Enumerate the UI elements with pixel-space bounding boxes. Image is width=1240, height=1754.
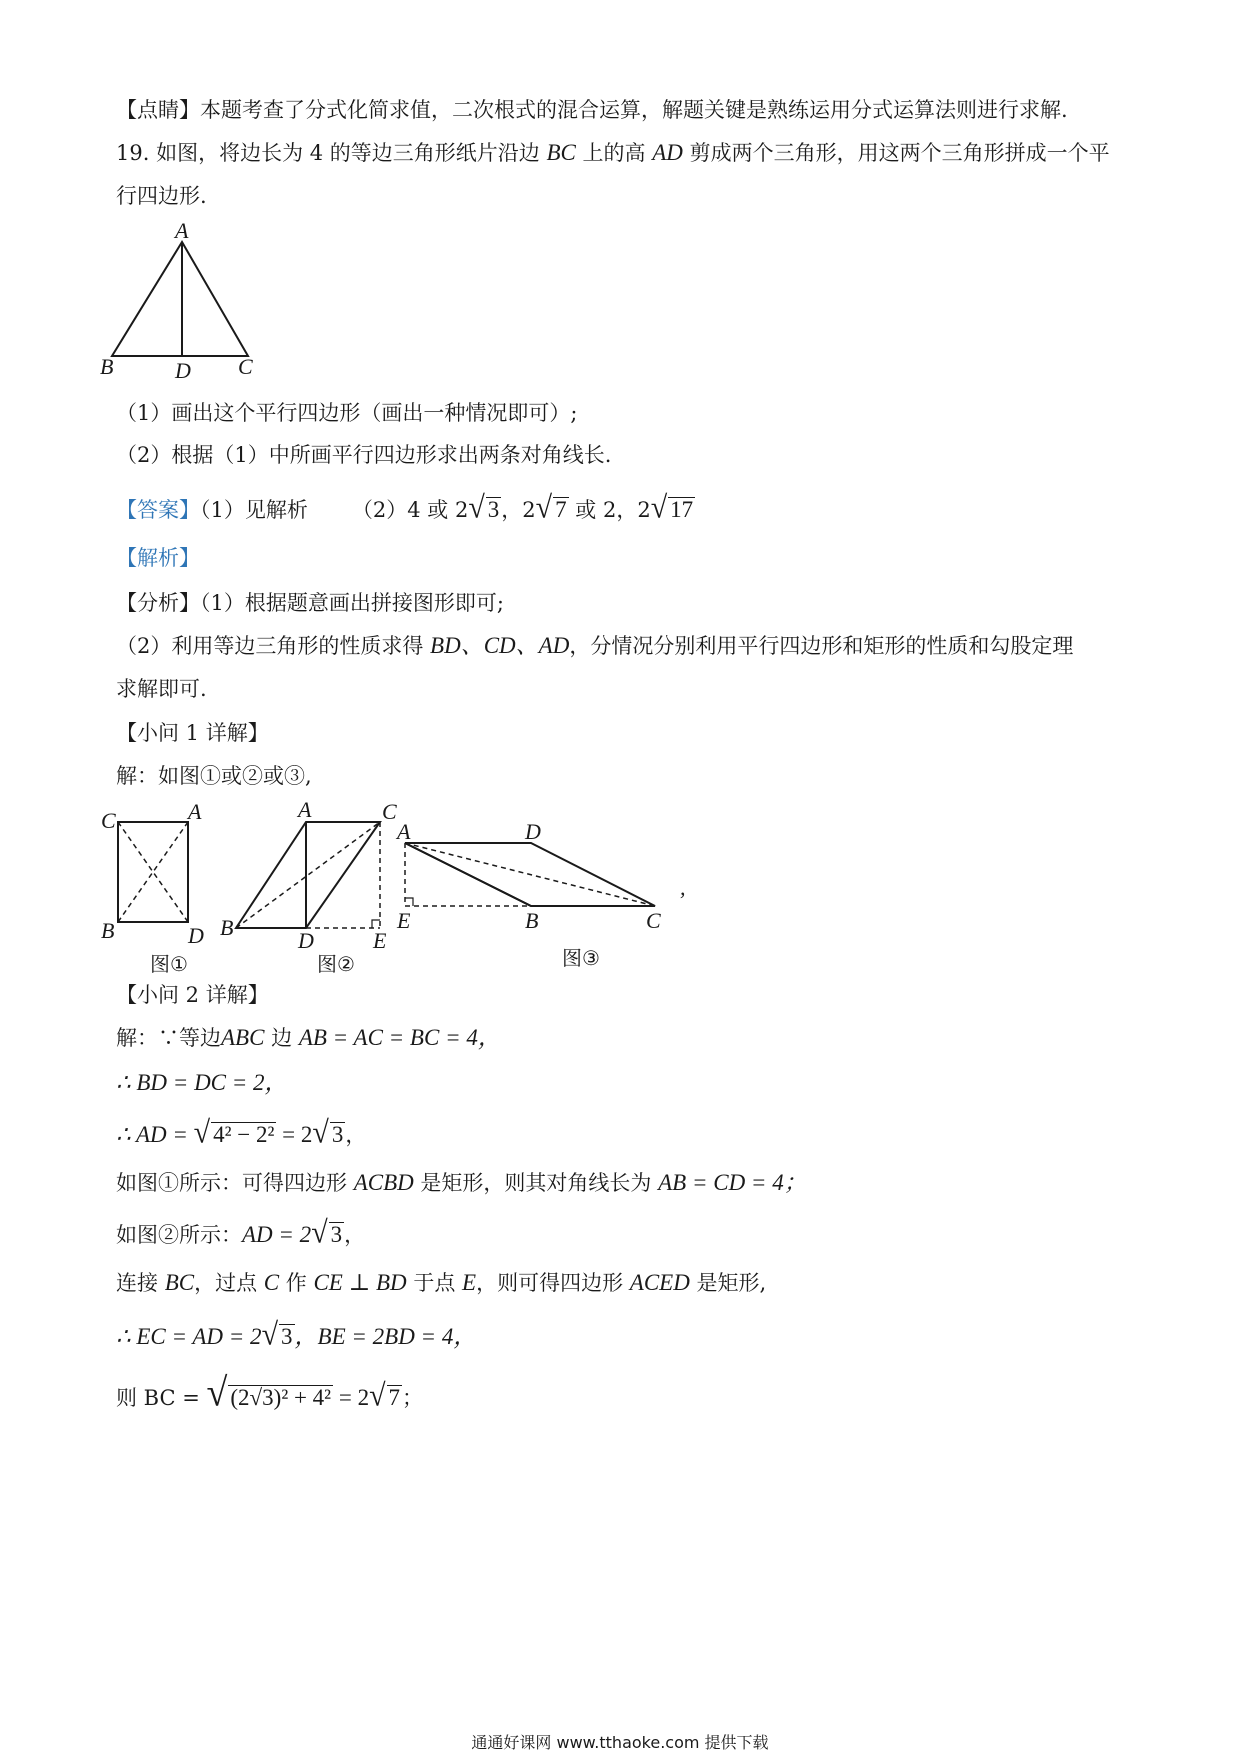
text: 如图②所示： — [116, 1223, 242, 1247]
math-bc: BC — [164, 1270, 195, 1295]
radical-4-2: 4² − 2² — [213, 1122, 275, 1147]
step-fig1 — [116, 1168, 807, 1198]
math-ab-eq: AB = AC = BC = 4， — [298, 1025, 501, 1050]
text: ， — [345, 1123, 367, 1147]
text: 作 — [279, 1271, 314, 1295]
sqrt-3: 3 — [330, 1222, 343, 1247]
text: 是矩形，则其对角线长为 — [413, 1171, 659, 1195]
fig3-label-d: D — [525, 819, 541, 844]
fig1-label-a: A — [188, 799, 202, 824]
fig1-label-c: C — [101, 808, 116, 833]
text: ∴ EC = AD = 2 — [116, 1324, 262, 1349]
fenxi-line: 【分析】（1）根据题意画出拼接图形即可; — [116, 591, 504, 615]
math-bc: BC — [546, 140, 576, 165]
question-19-line2: 行四边形. — [116, 184, 207, 208]
math-ad-eq: AD = 2 — [242, 1222, 312, 1247]
fig1-label-b: B — [101, 918, 115, 943]
triangle-figure — [95, 220, 275, 385]
answer-tag: 【答案】 — [116, 498, 200, 522]
answer-part1: （1）见解析 — [200, 498, 308, 522]
sub-question-1: （1）画出这个平行四边形（画出一种情况即可）; — [116, 401, 578, 425]
answer-line: 【答案】（1）见解析 （2）4 或 2√ 3，2√ 7 或 2，2√ 17 — [116, 490, 694, 525]
text: ，BE = 2BD = 4， — [294, 1324, 477, 1349]
question-19-line1 — [116, 138, 1110, 168]
math-ad: AD — [652, 140, 683, 165]
sqrt-3: 3 — [487, 497, 500, 522]
text: 连接 — [116, 1271, 165, 1295]
text: 则 BC = — [116, 1386, 207, 1410]
sqrt-17: 17 — [670, 497, 694, 522]
dianjing-line: 【点睛】本题考查了分式化简求值，二次根式的混合运算，解题关键是熟练运用分式运算法则进行求解. — [116, 98, 1068, 122]
label-d: D — [175, 358, 191, 383]
fig2-label-e: E — [373, 928, 387, 953]
fig2-label-b: B — [220, 915, 234, 940]
jiexi-tag: 【解析】 — [116, 546, 200, 570]
q-text: 上的高 — [575, 141, 653, 165]
text: 边 — [264, 1026, 299, 1050]
step-ec: ∴ EC = AD = 2√ 3，BE = 2BD = 4， — [116, 1317, 477, 1352]
math-abc: ABC — [221, 1025, 265, 1050]
text: = 2 — [333, 1385, 370, 1410]
math-ab-cd: AB = CD = 4； — [658, 1170, 807, 1195]
text: 于点 — [406, 1271, 463, 1295]
label-c: C — [238, 354, 253, 379]
text: ，则可得四边形 — [476, 1271, 630, 1295]
xiaowen-2-title: 【小问 2 详解】 — [116, 983, 269, 1007]
fig3-label-e: E — [397, 908, 411, 933]
fig2-label-a: A — [298, 797, 312, 822]
text: 如图①所示：可得四边形 — [116, 1171, 354, 1195]
fig3-label-b: B — [525, 908, 539, 933]
fig2-caption: 图② — [317, 952, 355, 976]
sqrt-7: 7 — [388, 1385, 401, 1410]
fig2-label-d: D — [298, 928, 314, 953]
answer-part2: 或 2，2 — [568, 498, 651, 522]
step-fig2: 如图②所示：AD = 2√ 3， — [116, 1215, 366, 1250]
fig3-label-c: C — [646, 908, 661, 933]
text: （2）利用等边三角形的性质求得 — [116, 634, 431, 658]
jie-1: 解：如图①或②或③, — [116, 764, 312, 788]
answer-part2: （2）4 或 2 — [351, 498, 469, 522]
math-aced: ACED — [629, 1270, 690, 1295]
figures-comma: , — [680, 875, 686, 900]
label-b: B — [100, 354, 114, 379]
fig1-caption: 图① — [150, 952, 188, 976]
math-acbd: ACBD — [353, 1170, 414, 1195]
xiaowen-1-title: 【小问 1 详解】 — [116, 721, 269, 745]
sub-question-2: （2）根据（1）中所画平行四边形求出两条对角线长. — [116, 443, 612, 467]
fig3-caption: 图③ — [562, 946, 600, 970]
fig3-label-a: A — [397, 819, 411, 844]
answer-part2: ，2 — [501, 498, 536, 522]
sqrt-3: 3 — [281, 1324, 293, 1349]
text: 解：∵等边 — [116, 1026, 221, 1050]
q-text: 剪成两个三角形，用这两个三角形拼成一个平 — [682, 141, 1110, 165]
sqrt-3: 3 — [331, 1122, 344, 1147]
text: ∴ AD = — [116, 1122, 194, 1147]
fenxi-line2 — [116, 631, 1073, 661]
text: ， — [344, 1223, 366, 1247]
text: = 2 — [276, 1122, 313, 1147]
step-bc: 则 BC = √ (2√3)² + 4² = 2√ 7； — [116, 1370, 424, 1416]
text: ； — [402, 1386, 424, 1410]
math-c: C — [263, 1270, 280, 1295]
footer-text: 通通好课网 www.tthaoke.com 提供下载 — [471, 1733, 769, 1752]
math-segments: BD、CD、AD — [430, 633, 570, 658]
text: 是矩形, — [689, 1271, 767, 1295]
radical-big: (2√3)² + 4² — [230, 1385, 332, 1410]
fig1-label-d: D — [188, 923, 204, 948]
fig2-label-c: C — [382, 799, 397, 824]
figures-123 — [95, 795, 815, 980]
q-text: 19. 如图，将边长为 4 的等边三角形纸片沿边 — [116, 141, 547, 165]
fenxi-line3: 求解即可. — [116, 677, 207, 701]
label-a: A — [175, 220, 189, 243]
step-connect — [116, 1268, 766, 1298]
math-e: E — [462, 1270, 477, 1295]
text: ，过点 — [194, 1271, 264, 1295]
math-ce-perp-bd: CE ⊥ BD — [313, 1270, 407, 1295]
step-ad: ∴ AD = √ 4² − 2² = 2√ 3， — [116, 1115, 367, 1150]
sqrt-7: 7 — [555, 497, 567, 522]
jie-2-line1 — [116, 1023, 501, 1053]
step-bd-dc: ∴ BD = DC = 2， — [116, 1070, 288, 1095]
text: ，分情况分别利用平行四边形和矩形的性质和勾股定理 — [569, 634, 1074, 658]
